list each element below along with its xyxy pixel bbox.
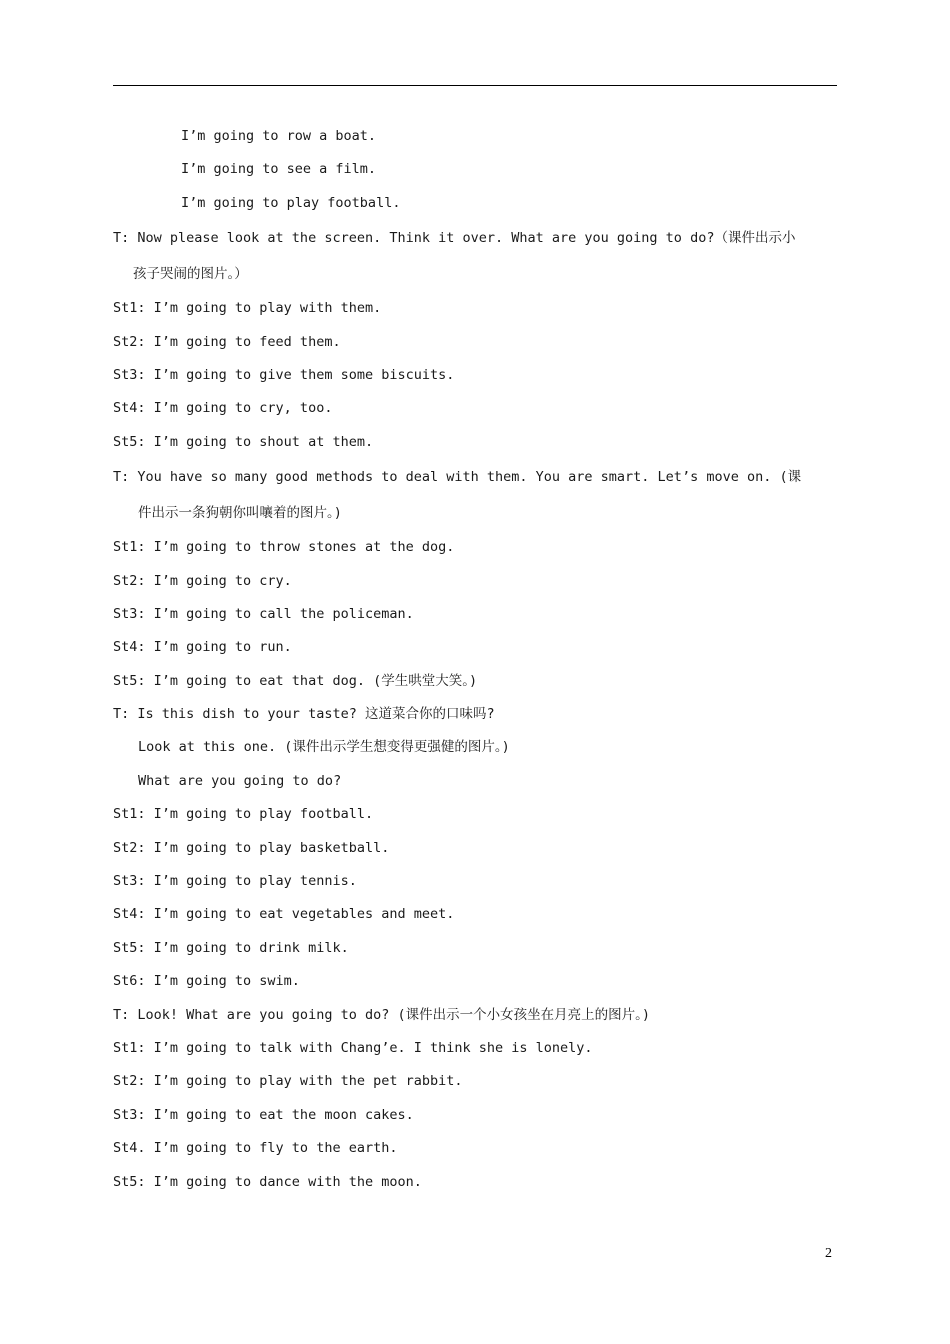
text-line: I’m going to see a film. [181,161,377,178]
text-line: St3: I’m going to call the policeman. [113,605,414,622]
text-line: T: Now please look at the screen. Think it over. What are you going to do?（课件出示小 [113,230,796,247]
text-line: St4: I’m going to run. [113,639,292,656]
text-line: St6: I’m going to swim. [113,973,300,990]
text-line: I’m going to play football. [181,194,401,211]
text-line: St4: I’m going to cry, too. [113,400,333,417]
page-number: 2 [825,1246,832,1261]
text-line: 件出示一条狗朝你叫嚷着的图片。) [138,505,342,522]
text-line: St5: I’m going to eat that dog. (学生哄堂大笑。) [113,672,478,689]
text-line: What are you going to do? [138,772,342,789]
text-line: St3: I’m going to give them some biscuits. [113,366,455,383]
text-line: T: Is this dish to your taste? 这道菜合你的口味吗? [113,706,495,723]
text-line: St2: I’m going to feed them. [113,333,341,350]
text-line: St3: I’m going to play tennis. [113,873,357,890]
text-line: St5: I’m going to shout at them. [113,433,374,450]
text-line: St2: I’m going to play basketball. [113,839,390,856]
text-line: St5: I’m going to dance with the moon. [113,1173,422,1190]
text-line: St4: I’m going to eat vegetables and meet. [113,906,455,923]
text-line: St2: I’m going to play with the pet rabbit. [113,1073,463,1090]
text-line: St1: I’m going to throw stones at the dog. [113,539,455,556]
text-line: T: You have so many good methods to deal with them. You are smart. Let’s move on. (课 [113,469,802,486]
text-line: I’m going to row a boat. [181,128,377,144]
text-line: St1: I’m going to play with them. [113,300,382,317]
header-rule [113,85,837,86]
document-body [113,120,837,1199]
text-line: Look at this one. (课件出示学生想变得更强健的图片。) [138,739,510,756]
text-line: St1: I’m going to talk with Chang’e. I think she is lonely. [113,1039,593,1056]
text-line: T: Look! What are you going to do? (课件出示一个小女孩坐在月亮上的图片。) [113,1006,650,1023]
text-line: St3: I’m going to eat the moon cakes. [113,1106,414,1123]
text-line: 孩子哭闹的图片。） [133,266,248,283]
text-line: St4. I’m going to fly to the earth. [113,1140,398,1157]
text-line: St2: I’m going to cry. [113,572,292,589]
text-line: St5: I’m going to drink milk. [113,939,349,956]
text-line: St1: I’m going to play football. [113,806,374,823]
